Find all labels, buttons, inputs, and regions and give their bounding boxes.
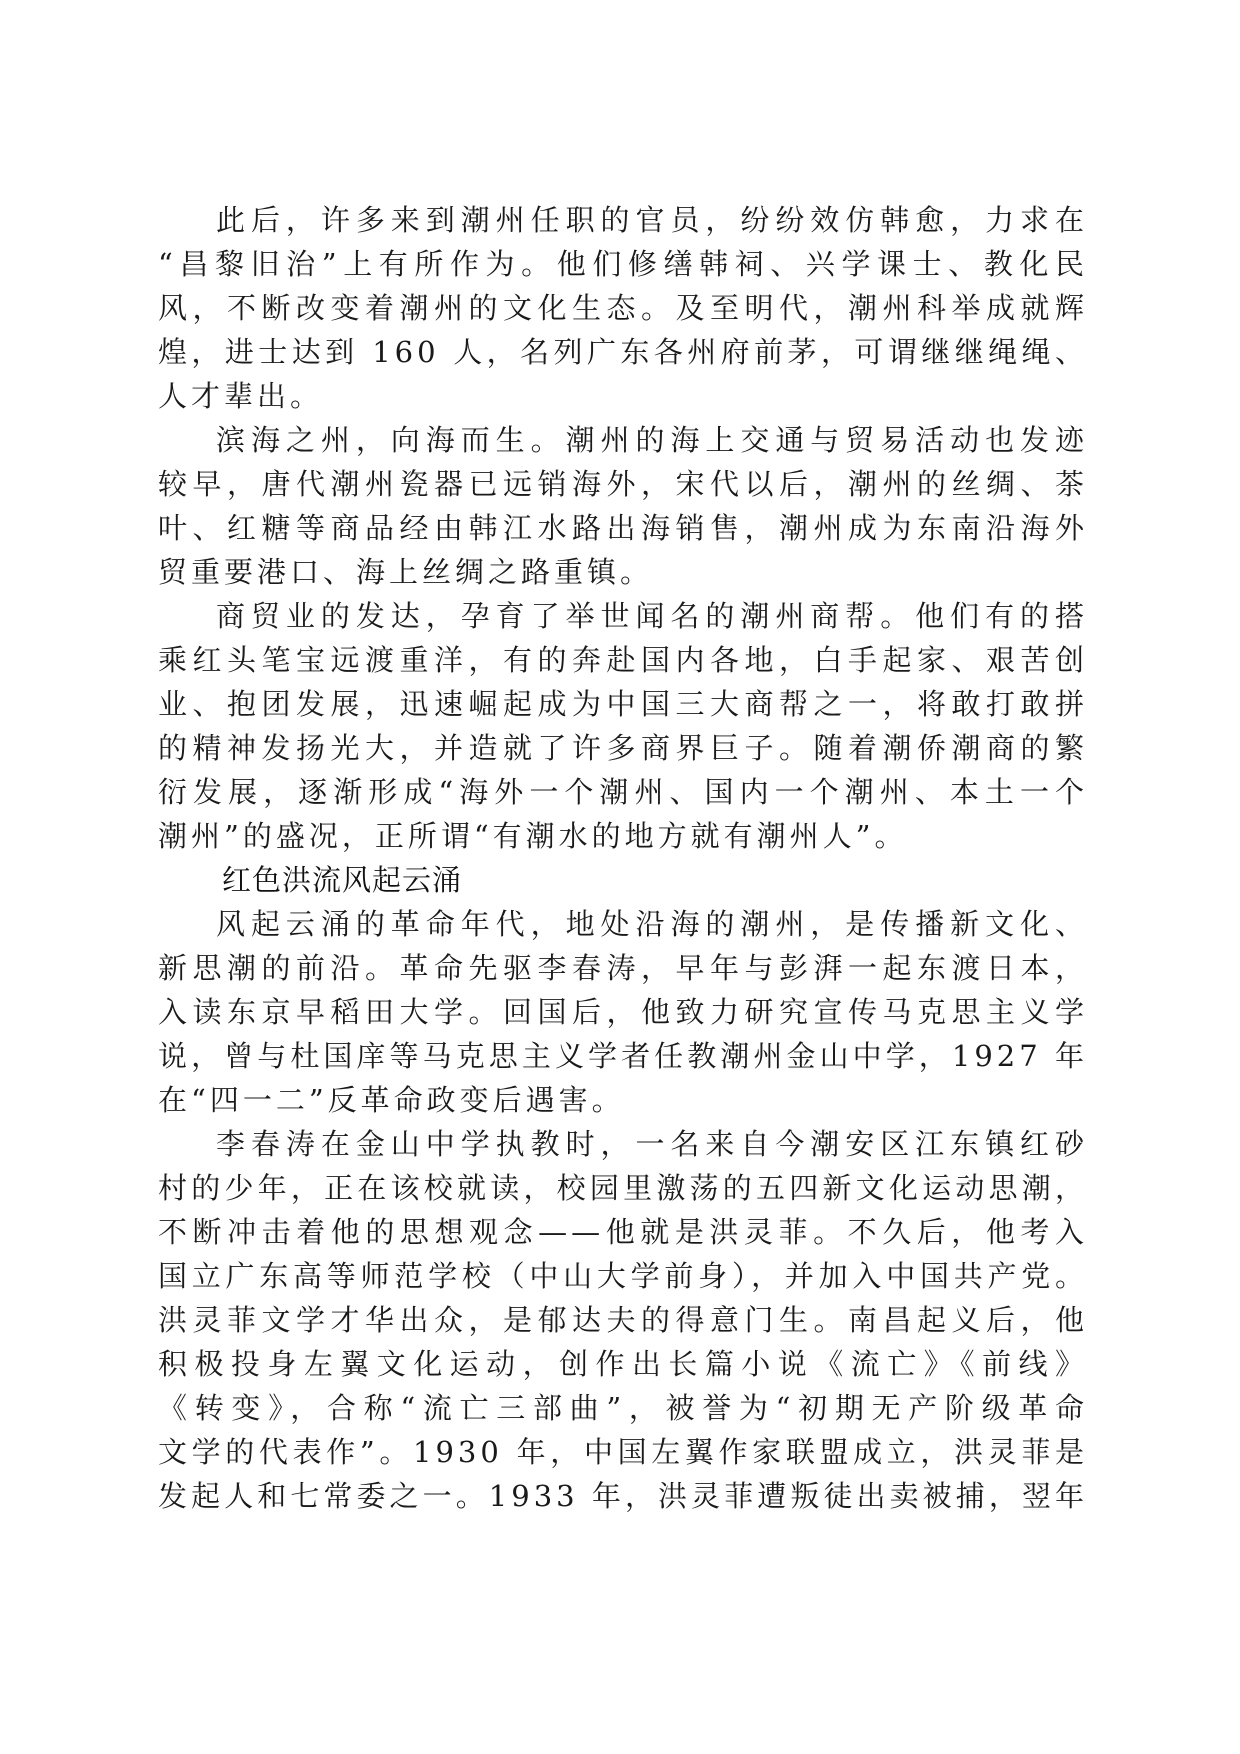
- text-line: 贸重要港口、海上丝绸之路重镇。: [158, 555, 654, 589]
- text-line: 煌，进士达到 160 人，名列广东各州府前茅，可谓继继绳绳、: [158, 335, 1088, 369]
- text-line: 风，不断改变着潮州的文化生态。及至明代，潮州科举成就辉: [158, 291, 1088, 325]
- text-line: “昌黎旧治”上有所作为。他们修缮韩祠、兴学课士、教化民: [158, 247, 1088, 281]
- section-heading: 红色洪流风起云涌: [222, 863, 463, 897]
- paragraph-hong-lingfei: [158, 1122, 1088, 1518]
- text-line: 文学的代表作”。1930 年，中国左翼作家联盟成立，洪灵菲是: [158, 1435, 1088, 1469]
- paragraph-merchants: [158, 594, 1088, 858]
- document-page: [158, 198, 1088, 1518]
- text-line: 李春涛在金山中学执教时，一名来自今潮安区江东镇红砂: [216, 1127, 1088, 1161]
- text-line: 潮州”的盛况，正所谓“有潮水的地方就有潮州人”。: [158, 819, 908, 853]
- text-line: 较早，唐代潮州瓷器已远销海外，宋代以后，潮州的丝绸、茶: [158, 467, 1088, 501]
- text-line: 人才辈出。: [158, 379, 324, 413]
- text-line: 新思潮的前沿。革命先驱李春涛，早年与彭湃一起东渡日本，: [158, 951, 1088, 985]
- text-line: 国立广东高等师范学校（中山大学前身），并加入中国共产党。: [158, 1259, 1088, 1293]
- text-line: 商贸业的发达，孕育了举世闻名的潮州商帮。他们有的搭: [216, 599, 1088, 633]
- text-line: 滨海之州，向海而生。潮州的海上交通与贸易活动也发迹: [216, 423, 1088, 457]
- text-line: 在“四一二”反革命政变后遇害。: [158, 1083, 625, 1117]
- paragraph-maritime: [158, 418, 1088, 594]
- text-line: 积极投身左翼文化运动，创作出长篇小说《流亡》《前线》: [158, 1347, 1088, 1381]
- text-line: 发起人和七常委之一。1933 年，洪灵菲遭叛徒出卖被捕，翌年: [158, 1479, 1088, 1513]
- text-line: 洪灵菲文学才华出众，是郁达夫的得意门生。南昌起义后，他: [158, 1303, 1088, 1337]
- text-line: 叶、红糖等商品经由韩江水路出海销售，潮州成为东南沿海外: [158, 511, 1088, 545]
- text-line: 说，曾与杜国庠等马克思主义学者任教潮州金山中学，1927 年: [158, 1039, 1088, 1073]
- text-line: 业、抱团发展，迅速崛起成为中国三大商帮之一，将敢打敢拼: [158, 687, 1088, 721]
- paragraph-revolution: [158, 902, 1088, 1122]
- text-line: 乘红头笔宝远渡重洋，有的奔赴国内各地，白手起家、艰苦创: [158, 643, 1088, 677]
- text-line: 不断冲击着他的思想观念——他就是洪灵菲。不久后，他考入: [158, 1215, 1088, 1249]
- text-line: 风起云涌的革命年代，地处沿海的潮州，是传播新文化、: [216, 907, 1088, 941]
- text-line: 此后，许多来到潮州任职的官员，纷纷效仿韩愈，力求在: [216, 203, 1088, 237]
- text-line: 《转变》，合称“流亡三部曲”，被誉为“初期无产阶级革命: [158, 1391, 1088, 1425]
- paragraph-officials: [158, 198, 1088, 418]
- text-line: 衍发展，逐渐形成“海外一个潮州、国内一个潮州、本土一个: [158, 775, 1088, 809]
- text-line: 村的少年，正在该校就读，校园里激荡的五四新文化运动思潮，: [158, 1171, 1088, 1205]
- text-line: 的精神发扬光大，并造就了许多商界巨子。随着潮侨潮商的繁: [158, 731, 1088, 765]
- text-line: 入读东京早稻田大学。回国后，他致力研究宣传马克思主义学: [158, 995, 1088, 1029]
